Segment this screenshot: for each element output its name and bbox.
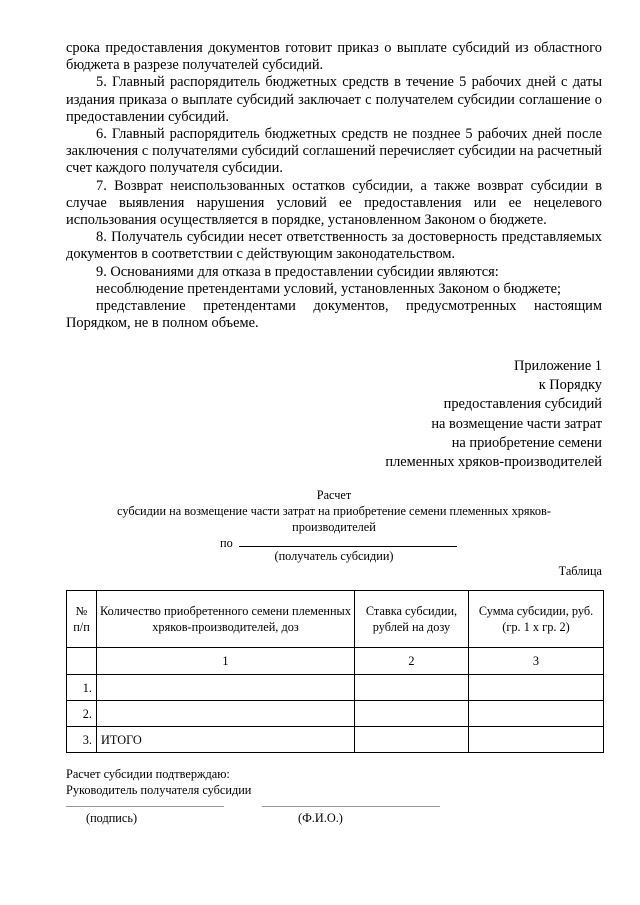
row-rate-cell: [355, 727, 469, 753]
header-num: № п/п: [67, 591, 97, 648]
appendix-line-6: племенных хряков-производителей: [385, 454, 602, 471]
header-quantity: Количество приобретенного семени племенных хряков-производителей, доз: [97, 591, 355, 648]
calc-subtitle-line-1: субсидии на возмещение части затрат на приобретение семени племенных хряков-: [117, 504, 551, 518]
row-amount-cell: [469, 701, 604, 727]
header-amount: Сумма субсидии, руб. (гр. 1 x гр. 2): [469, 591, 604, 648]
recipient-hint: (получатель субсидии): [274, 549, 394, 563]
paragraph-9b: представление претендентами документов, предусмотренных настоящим Порядком, не в полном объеме.: [66, 298, 602, 332]
appendix-header: [282, 357, 602, 472]
table-label: Таблица: [558, 564, 602, 578]
paragraph-5: 5. Главный распорядитель бюджетных средств в течение 5 рабочих дней с даты издания приказа о выплате субсидий заключает с получателем субсидии соглашение о предоставлении субсидий.: [66, 74, 602, 125]
row-rate-cell: [355, 701, 469, 727]
signature-line: [66, 806, 224, 807]
paragraph-6: 6. Главный распорядитель бюджетных средств не позднее 5 рабочих дней после заключения с получателями субсидий соглашений перечисляет субсидии на расчетный счет каждого получателя субсидии.: [66, 126, 602, 177]
row-rate-cell: [355, 675, 469, 701]
colnum-1: 1: [97, 648, 355, 675]
paragraph-9a: несоблюдение претендентами условий, установленных Законом о бюджете;: [96, 280, 561, 297]
paragraph-continuation: срока предоставления документов готовит приказ о выплате субсидий из областного бюджета в разрезе получателей субсидий.: [66, 40, 602, 74]
table-row: [67, 701, 604, 727]
table-row-total: [67, 727, 604, 753]
table-header-row: [67, 591, 604, 648]
row-amount-cell: [469, 727, 604, 753]
recipient-po-label: по: [220, 536, 233, 550]
fullname-label: (Ф.И.О.): [298, 811, 343, 825]
appendix-line-3: предоставления субсидий: [443, 396, 602, 413]
paragraph-7: 7. Возврат неиспользованных остатков субсидии, а также возврат субсидии в случае выявления нарушения условий ее предоставления или ее нецелевого использования осуществляется в порядке, установленном Законом о бюджете.: [66, 177, 602, 229]
colnum-3: 3: [469, 648, 604, 675]
appendix-line-4: на возмещение части затрат: [431, 415, 602, 432]
colnum-empty: [67, 648, 97, 675]
row-num: 3.: [67, 727, 97, 753]
calc-subtitle-line-2: производителей: [292, 520, 376, 534]
calc-subtitle: [66, 503, 602, 535]
calc-title: Расчет: [316, 488, 352, 502]
fullname-line: [262, 806, 440, 807]
row-num: 1.: [67, 675, 97, 701]
row-amount-cell: [469, 675, 604, 701]
table-colnum-row: [67, 648, 604, 675]
row-num: 2.: [67, 701, 97, 727]
recipient-blank-field: [239, 535, 457, 547]
confirmation-line-1: Расчет субсидии подтверждаю:: [66, 767, 230, 781]
body-text: [66, 40, 602, 332]
appendix-line-1: Приложение 1: [513, 358, 602, 374]
confirmation-line-2: Руководитель получателя субсидии: [66, 783, 252, 797]
signature-label: (подпись): [86, 811, 138, 825]
subsidy-calc-table: [66, 590, 604, 753]
row-quantity-cell: [97, 675, 355, 701]
table-row: [67, 675, 604, 701]
paragraph-8: 8. Получатель субсидии несет ответственность за достоверность представляемых документов в соответствии с действующим законодательством.: [66, 229, 602, 263]
header-rate: Ставка субсидии, рублей на дозу: [355, 591, 469, 648]
row-total-label: ИТОГО: [97, 727, 355, 753]
appendix-line-2: к Порядку: [538, 377, 602, 394]
appendix-line-5: на приобретение семени: [451, 434, 602, 451]
row-quantity-cell: [97, 701, 355, 727]
confirmation-block: [66, 766, 251, 798]
colnum-2: 2: [355, 648, 469, 675]
paragraph-9: 9. Основаниями для отказа в предоставлении субсидии являются:: [96, 263, 499, 280]
